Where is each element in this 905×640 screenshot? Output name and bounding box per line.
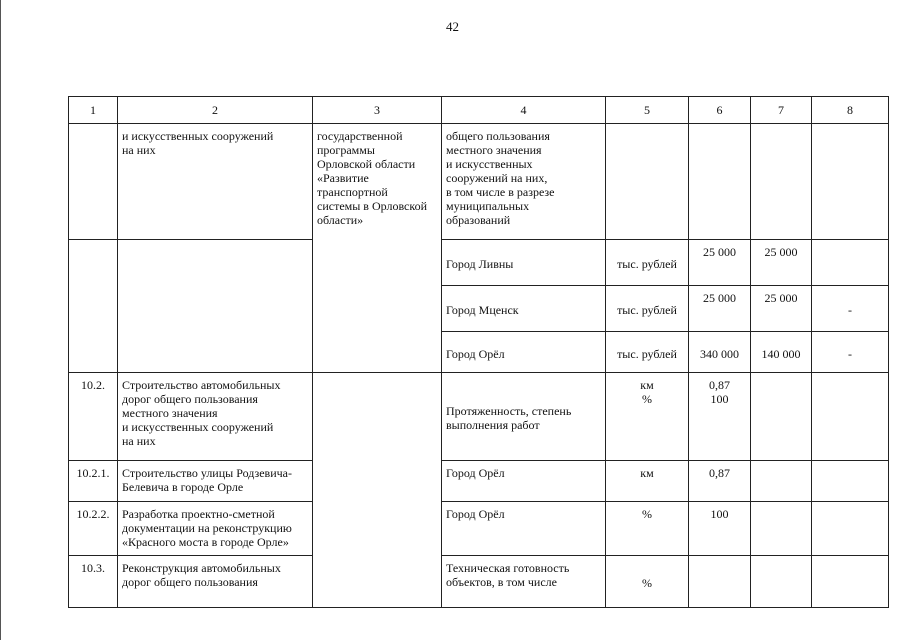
cell-value-8 [812, 124, 889, 240]
header-col-2: 2 [118, 97, 313, 124]
cell-unit: км % [606, 373, 689, 461]
cell-value-6: 0,87 [689, 461, 751, 502]
cell-number: 10.2.1. [69, 461, 118, 502]
cell-value-8 [812, 240, 889, 286]
cell-value-6: 100 [689, 502, 751, 556]
table-header-row [69, 97, 889, 124]
cell-value-7: 25 000 [751, 240, 812, 286]
cell-indicator: общего пользования местного значения и искусственных сооружений на них, в том числе в разрезе муниципальных образований [442, 124, 606, 240]
cell-value-8: - [812, 286, 889, 332]
header-col-5: 5 [606, 97, 689, 124]
cell-event-name: Строительство улицы Родзевича- Белевича в городе Орле [118, 461, 313, 502]
page-left-edge [0, 0, 1, 640]
cell-unit: км [606, 461, 689, 502]
table-row [69, 502, 889, 556]
cell-indicator: Город Мценск [442, 286, 606, 332]
cell-indicator: Город Орёл [442, 332, 606, 373]
header-col-7: 7 [751, 97, 812, 124]
table-row [69, 240, 889, 286]
cell-indicator: Город Ливны [442, 240, 606, 286]
cell-value-8 [812, 556, 889, 608]
cell-unit: тыс. рублей [606, 240, 689, 286]
table-row [69, 124, 889, 240]
cell-program [313, 373, 442, 608]
cell-unit: тыс. рублей [606, 286, 689, 332]
cell-value-8 [812, 461, 889, 502]
cell-number: 10.3. [69, 556, 118, 608]
cell-unit: % [606, 502, 689, 556]
cell-value-7 [751, 461, 812, 502]
cell-indicator: Город Орёл [442, 461, 606, 502]
cell-number: 10.2. [69, 373, 118, 461]
header-col-8: 8 [812, 97, 889, 124]
page-number: 42 [446, 19, 459, 34]
table-row [69, 373, 889, 461]
cell-unit [606, 124, 689, 240]
cell-event-name: Разработка проектно-сметной документации на реконструкцию «Красного моста в городе Орле» [118, 502, 313, 556]
cell-value-6: 25 000 [689, 286, 751, 332]
header-col-3: 3 [313, 97, 442, 124]
header-col-6: 6 [689, 97, 751, 124]
cell-event-name: и искусственных сооружений на них [118, 124, 313, 240]
cell-value-7 [751, 556, 812, 608]
cell-event-name [118, 240, 313, 373]
cell-indicator: Город Орёл [442, 502, 606, 556]
cell-value-6 [689, 556, 751, 608]
program-table [68, 96, 889, 608]
header-col-1: 1 [69, 97, 118, 124]
cell-value-7: 140 000 [751, 332, 812, 373]
table-row [69, 556, 889, 608]
cell-unit: % [606, 556, 689, 608]
cell-value-8 [812, 502, 889, 556]
cell-unit: тыс. рублей [606, 332, 689, 373]
cell-indicator: Протяженность, степень выполнения работ [442, 373, 606, 461]
cell-value-6: 25 000 [689, 240, 751, 286]
header-col-4: 4 [442, 97, 606, 124]
cell-value-6: 0,87 100 [689, 373, 751, 461]
cell-number [69, 124, 118, 240]
cell-number: 10.2.2. [69, 502, 118, 556]
cell-value-8: - [812, 332, 889, 373]
cell-value-7: 25 000 [751, 286, 812, 332]
cell-program: государственной программы Орловской области «Развитие транспортной системы в Орловской области» [313, 124, 442, 373]
cell-indicator: Техническая готовность объектов, в том числе [442, 556, 606, 608]
cell-value-7 [751, 373, 812, 461]
cell-value-6: 340 000 [689, 332, 751, 373]
cell-value-7 [751, 124, 812, 240]
cell-value-6 [689, 124, 751, 240]
cell-event-name: Реконструкция автомобильных дорог общего пользования [118, 556, 313, 608]
cell-value-7 [751, 502, 812, 556]
table-row [69, 461, 889, 502]
cell-number [69, 240, 118, 373]
cell-value-8 [812, 373, 889, 461]
cell-event-name: Строительство автомобильных дорог общего пользования местного значения и искусственных сооружений на них [118, 373, 313, 461]
